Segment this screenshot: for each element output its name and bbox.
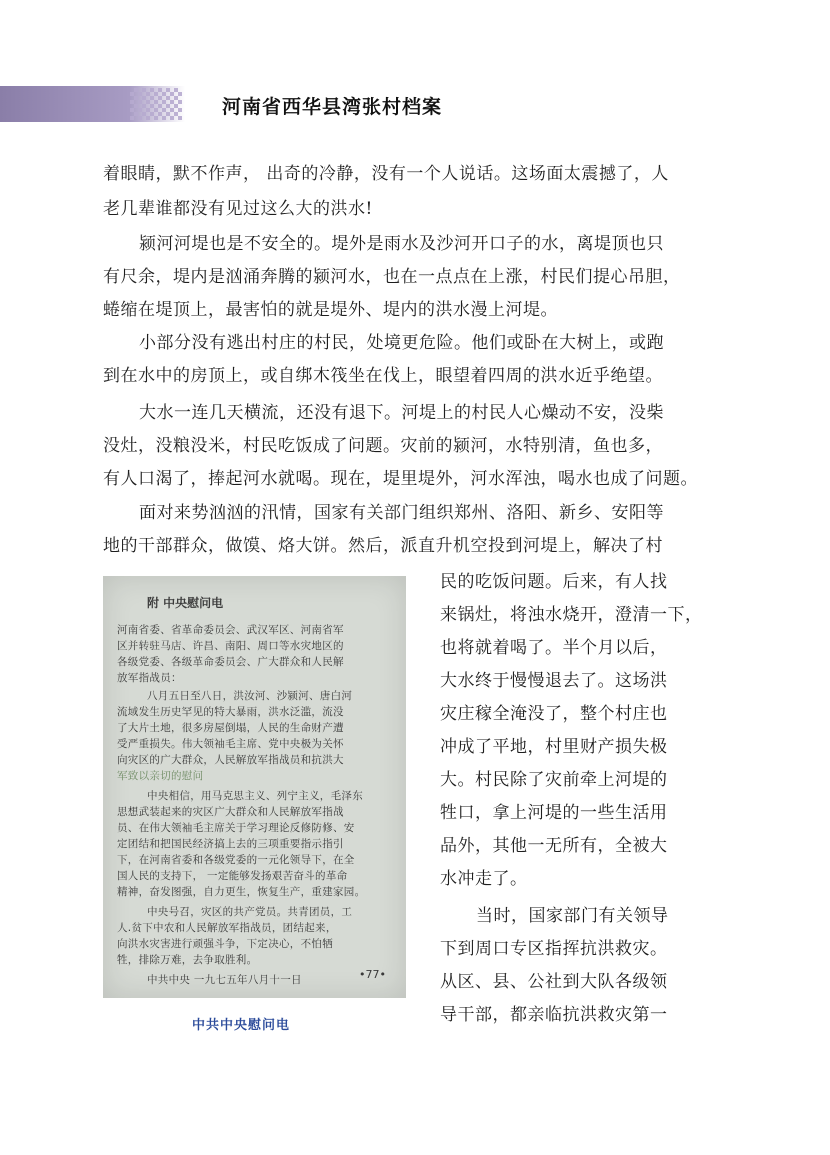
side-text-line: 品外，其他一无所有，全被大 bbox=[440, 836, 668, 856]
telegram-line: 各级党委、各级革命委员会、广大群众和人民解 bbox=[117, 656, 344, 668]
side-text-line: 灾庄稼全淹没了，整个村庄也 bbox=[440, 704, 668, 724]
telegram-line: 思想武装起来的灾区广大群众和人民解放军指战 bbox=[117, 806, 344, 818]
side-text-line: 牲口，拿上河堤的一些生活用 bbox=[440, 803, 668, 823]
telegram-line: 精神，奋发图强，自力更生，恢复生产，重建家园。 bbox=[117, 886, 366, 898]
text-line: 颍河河堤也是不安全的。堤外是雨水及沙河开口子的水，离堤顶也只 bbox=[139, 234, 664, 254]
telegram-line: 流域发生历史罕见的特大暴雨，洪水泛滥，流没 bbox=[117, 706, 344, 718]
telegram-line: 下，在河南省委和各级党委的一元化领导下，在全 bbox=[117, 854, 355, 866]
text-line: 老几辈谁都没有见过这么大的洪水! bbox=[103, 199, 373, 219]
text-line: 有人口渴了，捧起河水就喝。现在，堤里堤外，河水浑浊，喝水也成了问题。 bbox=[103, 469, 698, 489]
telegram-line: 定团结和把国民经济搞上去的三项重要指示指引 bbox=[117, 838, 344, 850]
text-line: 地的干部群众，做馍、烙大饼。然后，派直升机空投到河堤上，解决了村 bbox=[103, 536, 663, 556]
side-text-line: 当时，国家部门有关领导 bbox=[476, 906, 669, 926]
text-line: 小部分没有逃出村庄的村民，处境更危险。他们或卧在大树上，或跑 bbox=[139, 333, 664, 353]
telegram-line: 了大片土地，很多房屋倒塌，人民的生命财产遭 bbox=[117, 722, 344, 734]
telegram-line: 人.贫下中农和人民解放军指战员，团结起来， bbox=[117, 922, 337, 934]
telegram-line: 员、在伟大领袖毛主席关于学习理论反修防修、安 bbox=[117, 822, 355, 834]
telegram-line: 军致以亲切的慰问 bbox=[117, 770, 204, 782]
telegram-line: 国人民的支持下， 一定能够发扬艰苦奋斗的革命 bbox=[117, 870, 348, 882]
side-text-line: 也将就着喝了。半个月以后， bbox=[440, 638, 668, 658]
telegram-photo bbox=[103, 576, 406, 998]
telegram-line: 牲，排除万难，去争取胜利。 bbox=[117, 954, 258, 966]
side-text-line: 下到周口专区指挥抗洪救灾。 bbox=[440, 939, 668, 959]
telegram-line: 受严重损失。伟大领袖毛主席、党中央极为关怀 bbox=[117, 738, 344, 750]
telegram-line: 中央相信，用马克思主义、列宁主义，毛泽东 bbox=[147, 790, 363, 802]
side-text-line: 冲成了平地，村里财产损失极 bbox=[440, 737, 668, 757]
side-text-line: 从区、县、公社到大队各级领 bbox=[440, 972, 668, 992]
side-text-line: 水冲走了。 bbox=[440, 869, 528, 889]
telegram-line: 八月五日至八日，洪汝河、沙颍河、唐白河 bbox=[147, 690, 353, 702]
text-line: 没灶，没粮没米，村民吃饭成了问题。灾前的颍河，水特别清，鱼也多， bbox=[103, 436, 663, 456]
text-line: 有尺余，堤内是汹涌奔腾的颍河水，也在一点点在上涨，村民们提心吊胆， bbox=[103, 267, 681, 287]
text-line: 面对来势汹汹的汛情，国家有关部门组织郑州、洛阳、新乡、安阳等 bbox=[139, 503, 664, 523]
telegram-line: 中央号召，灾区的共产党员。共青团员，工 bbox=[147, 906, 353, 918]
text-line: 到在水中的房顶上，或自绑木筏坐在伐上，眼望着四周的洪水近乎绝望。 bbox=[103, 366, 663, 386]
side-text-line: 大水终于慢慢退去了。这场洪 bbox=[440, 671, 668, 691]
header-pattern bbox=[130, 88, 182, 120]
telegram-line: 向洪水灾害进行顽强斗争，下定决心，不怕牺 bbox=[117, 938, 333, 950]
telegram-page-number: •77• bbox=[359, 968, 386, 981]
telegram-line: 向灾区的广大群众，人民解放军指战员和抗洪大 bbox=[117, 754, 344, 766]
side-text-line: 导干部，都亲临抗洪救灾第一 bbox=[440, 1005, 668, 1025]
telegram-line: 放军指战员： bbox=[117, 672, 182, 684]
telegram-line: 河南省委、省革命委员会、武汉军区、河南省军 bbox=[117, 624, 344, 636]
telegram-signature: 中共中央 一九七五年八月十一日 bbox=[147, 974, 302, 986]
text-line: 蜷缩在堤顶上，最害怕的就是堤外、堤内的洪水漫上河堤。 bbox=[103, 300, 558, 320]
side-text-line: 大。村民除了灾前牵上河堤的 bbox=[440, 770, 668, 790]
side-text-line: 来锅灶，将浊水烧开，澄清一下， bbox=[440, 605, 703, 625]
telegram-heading: 附 中央慰问电 bbox=[147, 596, 224, 610]
side-text-line: 民的吃饭问题。后来，有人找 bbox=[440, 572, 668, 592]
page-header-title: 河南省西华县湾张村档案 bbox=[222, 96, 443, 118]
text-line: 着眼睛，默不作声， 出奇的冷静，没有一个人说话。这场面太震撼了，人 bbox=[103, 164, 669, 184]
text-line: 大水一连几天横流，还没有退下。河堤上的村民人心燥动不安，没柴 bbox=[139, 403, 664, 423]
telegram-line: 区并转驻马店、许昌、南阳、周口等水灾地区的 bbox=[117, 640, 344, 652]
photo-caption: 中共中央慰问电 bbox=[192, 1018, 291, 1033]
